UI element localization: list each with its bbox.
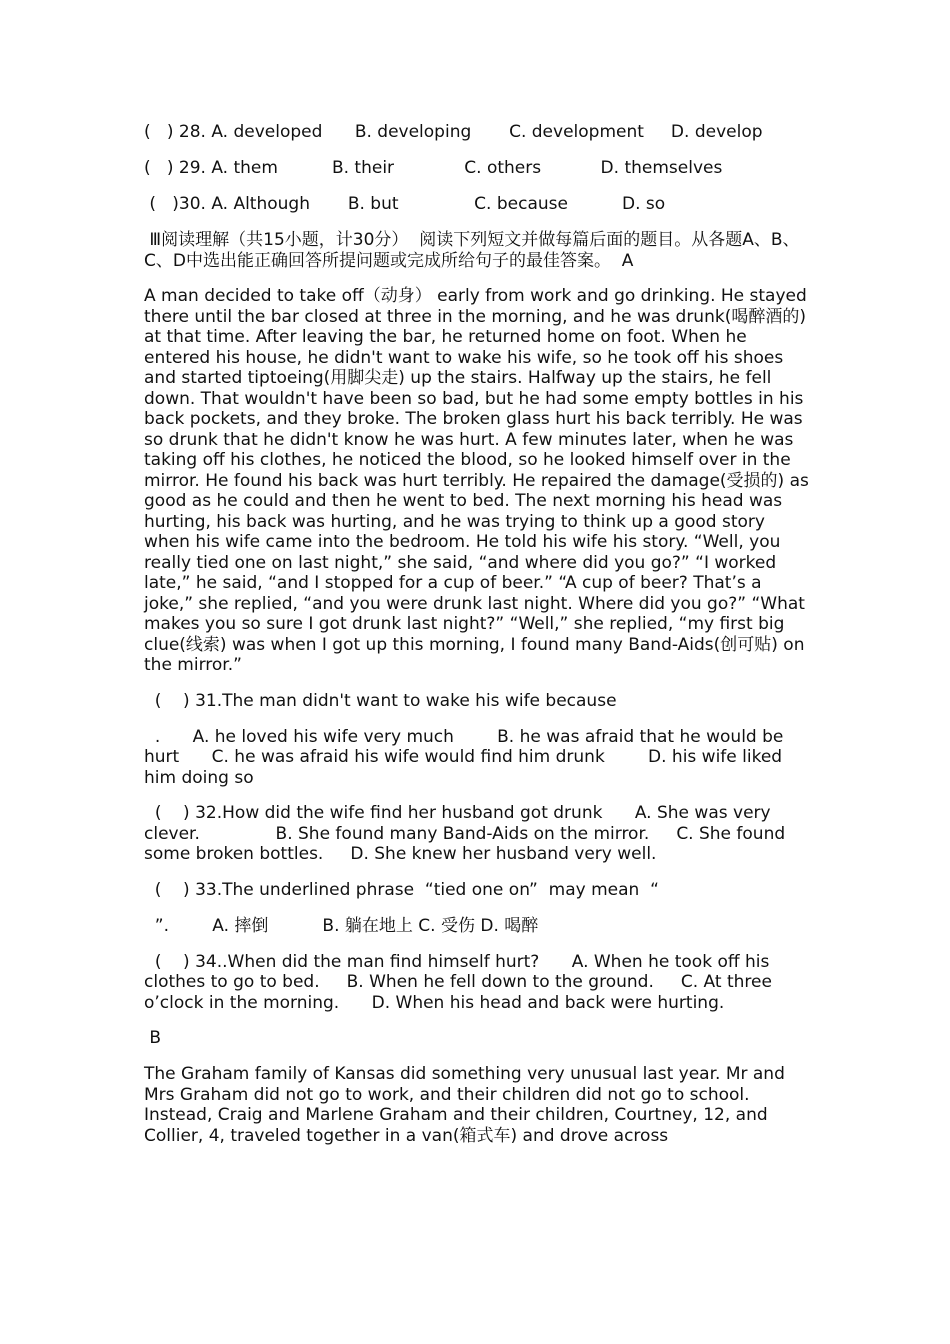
question-31-options: . A. he loved his wife very much B. he was afraid that he would be hurt C. he was afraid his wife would find him drunk D. his wife liked him doing so: [144, 726, 789, 788]
cloze-question-28: ( ) 28. A. developed B. developing C. development D. develop: [144, 122, 763, 142]
passage-b-label: B: [144, 1028, 162, 1048]
passage-a: A man decided to take off（动身） early from work and go drinking. He stayed there until the bar closed at three in the morning, and he was drunk(喝醉酒的) at that time. After leaving the bar, he returned home on foot. When he entered his house, he didn't want to wake his wife, so he took off his shoes and started tiptoeing(用脚尖走) up the stairs. Halfway up the stairs, he fell down. That wouldn't have been so bad, but he had some empty bottles in his back pockets, and they broke. The broken glass hurt his back terribly. He was so drunk that he didn't know he was hurt. A few minutes later, when he was taking off his clothes, he noticed the blood, so he looked himself over in the mirror. He found his back was hurt terribly. He repaired the damage(受损的) as good as he could and then he went to bed. The next morning his head was hurting, his back was hurting, and he was trying to think up a good story when his wife came into the bedroom. He told his wife his story. “Well, you really tied one on last night,” she said, “and where did you go?” “I worked late,” he said, “and I stopped for a cup of beer.” “A cup of beer? That’s a joke,” she replied, “and you were drunk last night. Where did you go?” “What makes you so sure I got drunk last night?” “Well,” she replied, “my first big clue(线索) was when I got up this morning, I found many Band-Aids(创可贴) on the mirror.”: [144, 286, 809, 675]
question-34: ( ) 34..When did the man find himself hurt? A. When he took off his clothes to go to bed. B. When he fell down to the ground. C. At three o’clock in the morning. D. When his head and back were hurting.: [144, 951, 778, 1013]
question-31-stem: ( ) 31.The man didn't want to wake his wife because: [144, 690, 617, 711]
question-32: ( ) 32.How did the wife find her husband got drunk A. She was very clever. B. She found many Band-Aids on the mirror. C. She found some broken bottles. D. She knew her husband very well.: [144, 803, 791, 864]
document-page: [144, 122, 812, 1161]
question-33-options: ”. A. 摔倒 B. 躺在地上 C. 受伤 D. 喝醉: [144, 915, 539, 936]
passage-b: The Graham family of Kansas did something very unusual last year. Mr and Mrs Graham did not go to work, and their children did not go to school. Instead, Craig and Marlene Graham and their children, Courtney, 12, and Collier, 4, traveled together in a van(箱式车) and drove across: [144, 1064, 785, 1146]
cloze-question-29: ( ) 29. A. them B. their C. others D. themselves: [144, 158, 723, 178]
question-33-stem: ( ) 33.The underlined phrase “tied one on” may mean “: [144, 879, 659, 900]
cloze-question-30: ( )30. A. Although B. but C. because D. so: [144, 194, 666, 214]
section-heading: Ⅲ阅读理解（共15小题，计30分） 阅读下列短文并做每篇后面的题目。从各题A、B、C、D中选出能正确回答所提问题或完成所给句子的最佳答案。 A: [144, 230, 800, 271]
